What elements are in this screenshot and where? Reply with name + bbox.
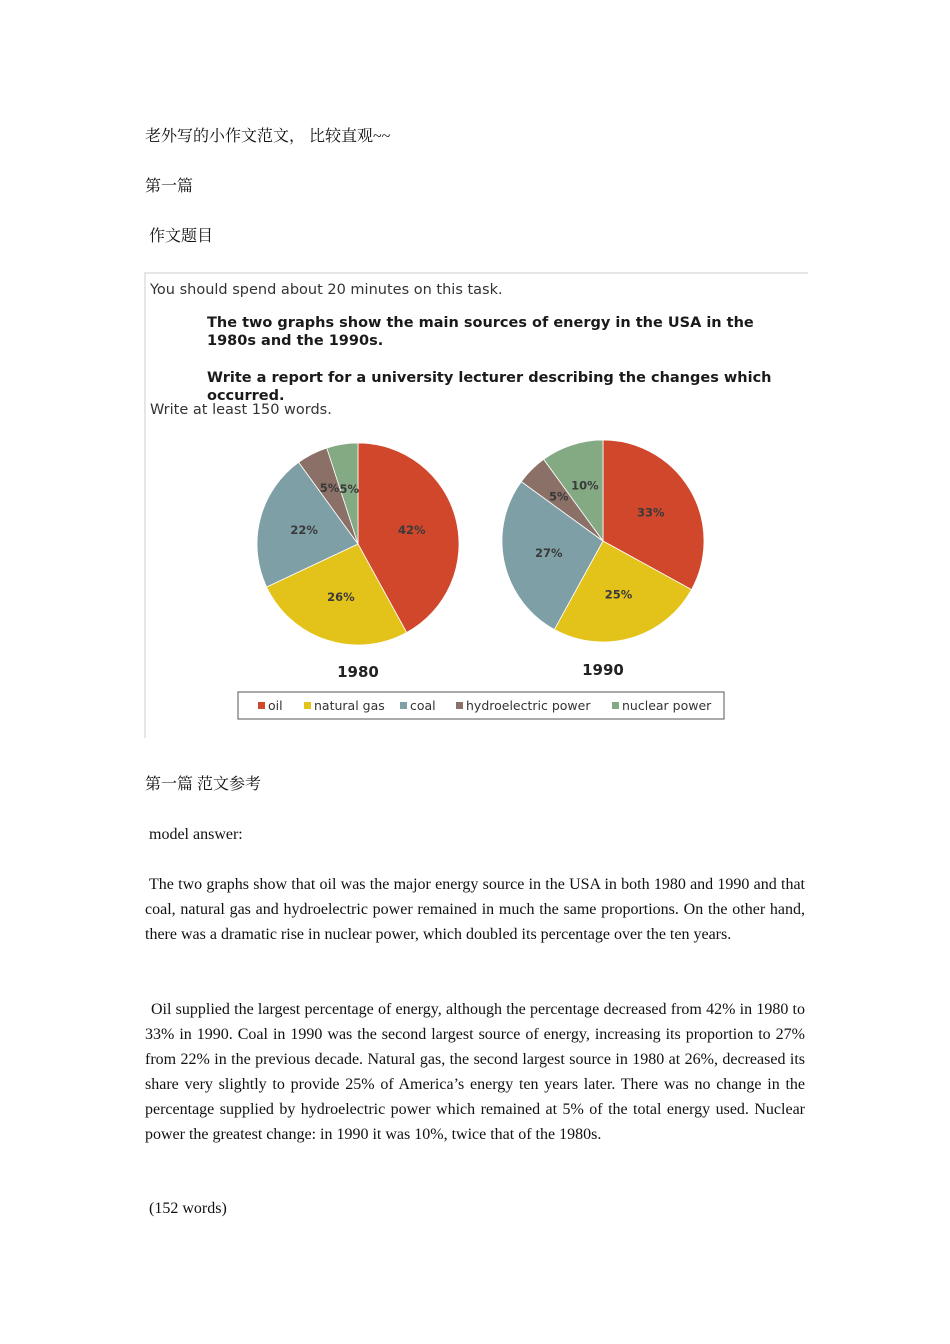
- legend-swatch-coal: [400, 702, 407, 709]
- pie-chart-1990: [502, 440, 704, 642]
- section-title: 第一篇: [145, 178, 194, 195]
- legend-label-oil: oil: [268, 698, 283, 713]
- legend-label-natural-gas: natural gas: [314, 698, 385, 713]
- legend-label-nuclear-power: nuclear power: [622, 698, 712, 713]
- task-word-note: Write at least 150 words.: [150, 402, 332, 418]
- pie-label-coal-1980: 22%: [290, 523, 318, 538]
- energy-pie-charts: [146, 274, 810, 740]
- pie-chart-1980: [257, 443, 459, 645]
- pie-label-hydroelectric-power-1990: 5%: [548, 489, 569, 504]
- chart-legend: [238, 692, 724, 719]
- pie-title-1990: 1990: [582, 661, 624, 679]
- answer-paragraph-1: The two graphs show that oil was the major energy source in the USA in both 1980 and 1990 and that coal, natural gas and hydroelectric power remained in much the same proportions. On the other hand, there was a dramatic rise in nuclear power, which doubled its percentage over the ten years.: [145, 876, 805, 943]
- answer-paragraph-2: Oil supplied the largest percentage of energy, although the percentage decreased from 42% in 1980 to 33% in 1990. Coal in 1990 was the second largest source of energy, increasing its proportion to 27% from 22% in the previous decade. Natural gas, the second largest source in 1980 at 26%, decreased its share very slightly to provide 25% of America’s energy ten years later. There was no change in the percentage supplied by hydroelectric power which remained at 5% of the total energy used. Nuclear power the greatest change: in 1990 it was 10%, twice that of the 1980s.: [145, 1001, 805, 1143]
- legend-label-hydroelectric-power: hydroelectric power: [466, 698, 591, 713]
- pie-label-coal-1990: 27%: [535, 546, 563, 561]
- intro-text: 老外写的小作文范文， 比较直观~~: [145, 128, 391, 145]
- pie-label-natural-gas-1980: 26%: [327, 589, 355, 604]
- pie-label-nuclear-power-1980: 5%: [339, 482, 360, 497]
- pie-label-oil-1980: 42%: [398, 523, 426, 538]
- legend-swatch-oil: [258, 702, 265, 709]
- pie-label-nuclear-power-1990: 10%: [571, 478, 599, 493]
- task-figure: [144, 272, 808, 738]
- model-answer-label: model answer:: [149, 826, 243, 843]
- word-count: (152 words): [149, 1200, 227, 1217]
- legend-swatch-natural-gas: [304, 702, 311, 709]
- pie-label-natural-gas-1990: 25%: [604, 587, 633, 602]
- task-instruction: Write a report for a university lecturer describing the changes which occurred.: [207, 370, 772, 404]
- legend-swatch-nuclear-power: [612, 702, 619, 709]
- task-description: The two graphs show the main sources of energy in the USA in the 1980s and the 1990s.: [207, 315, 754, 349]
- pie-label-hydroelectric-power-1980: 5%: [319, 481, 340, 496]
- topic-label: 作文题目: [149, 228, 214, 245]
- reference-title: 第一篇 范文参考: [145, 776, 262, 793]
- pie-title-1980: 1980: [337, 663, 379, 681]
- legend-label-coal: coal: [410, 698, 436, 713]
- pie-label-oil-1990: 33%: [637, 505, 665, 520]
- legend-swatch-hydroelectric-power: [456, 702, 463, 709]
- task-time-note: You should spend about 20 minutes on this task.: [150, 282, 503, 298]
